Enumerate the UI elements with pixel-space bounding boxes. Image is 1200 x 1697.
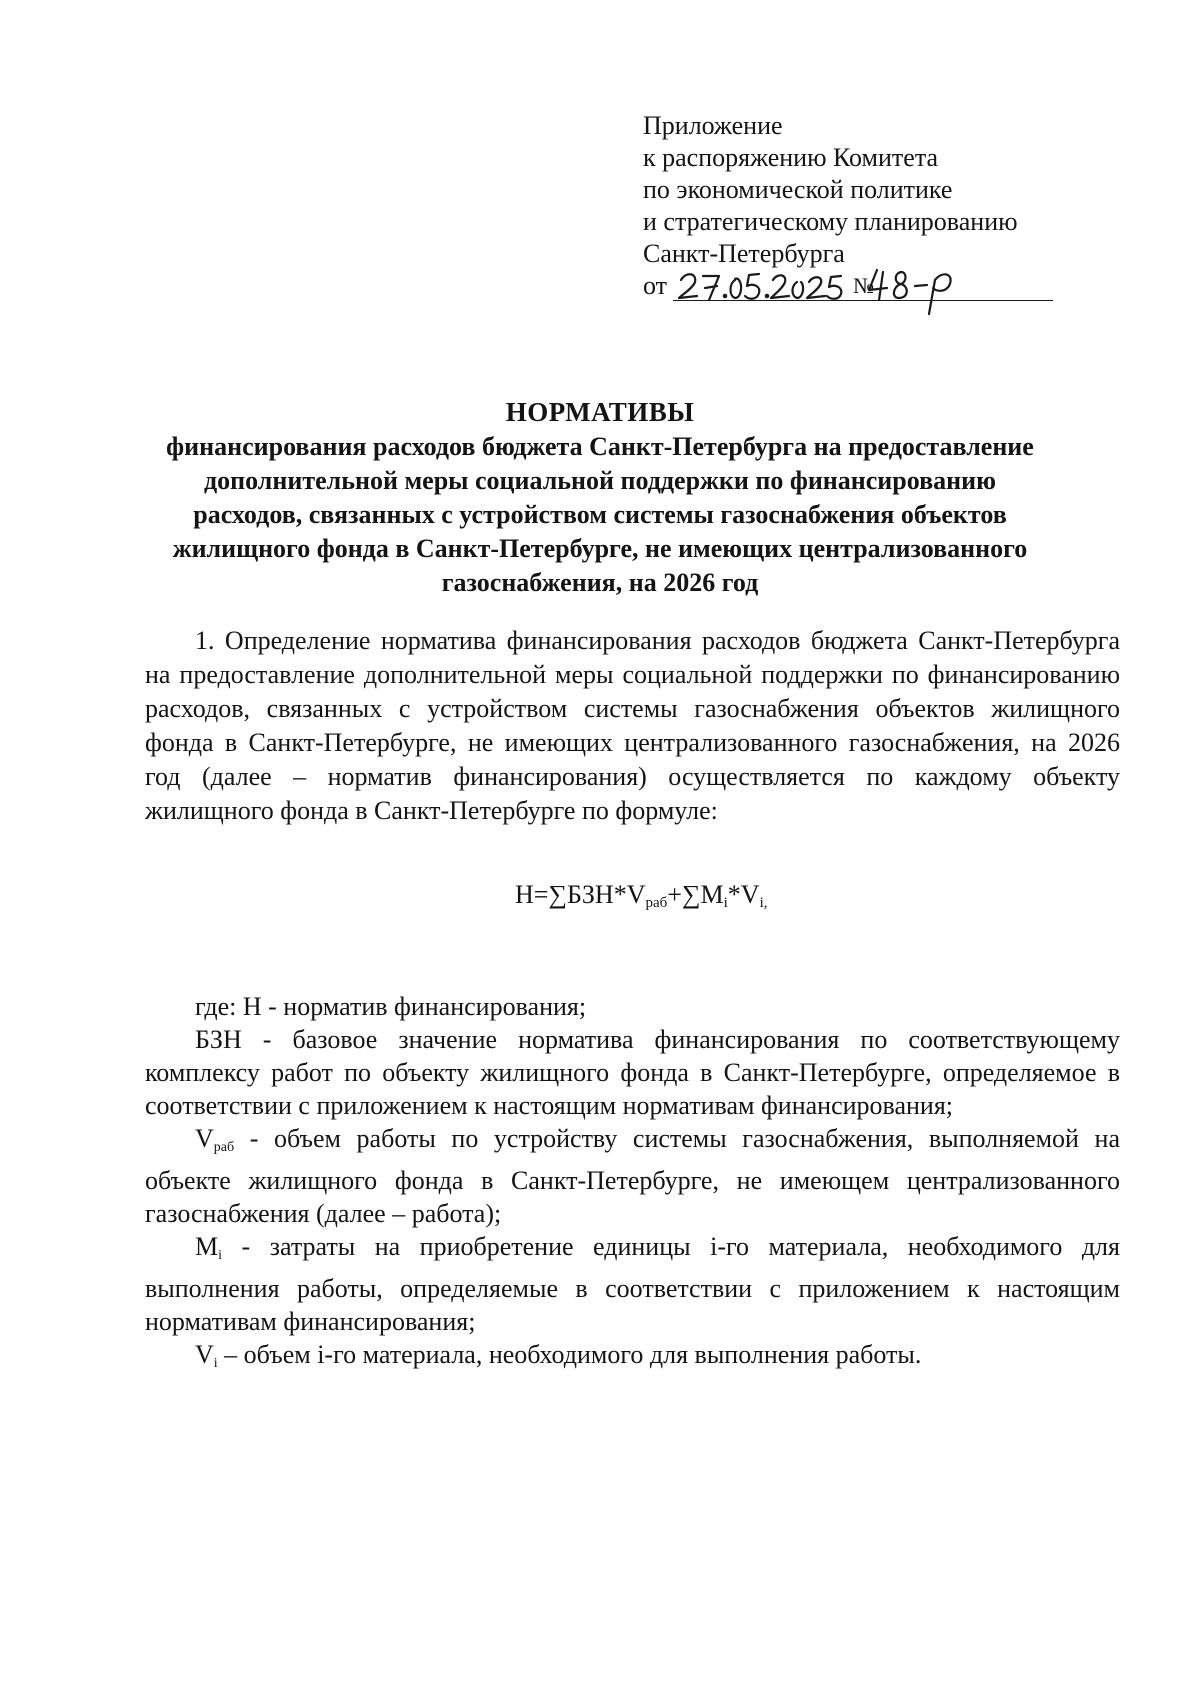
from-label: от (643, 271, 668, 300)
symbol: V (195, 1124, 214, 1153)
appendix-line: Санкт-Петербурга (643, 239, 845, 268)
formula-part: Н=∑БЗН*V (515, 880, 646, 909)
date-number-line (643, 270, 1063, 310)
definition-text: - объем работы по устройству системы газоснабжения, выполняемой на объекте жилищного фонда в Санкт-Петербурге, не имеющем централизованного газоснабжения (далее – работа); (145, 1124, 1120, 1228)
appendix-header (643, 110, 1063, 310)
subtitle-line: расходов, связанных с устройством системы газоснабжения объектов (193, 500, 1007, 529)
subtitle-line: газоснабжения, на 2026 год (441, 568, 759, 597)
formula-subscript: i (723, 895, 728, 911)
symbol: V (195, 1340, 214, 1369)
definition-text: – объем i-го материала, необходимого для выполнения работы. (217, 1340, 922, 1369)
paragraph-1 (145, 624, 1120, 828)
number-mark: № (853, 273, 874, 298)
symbol-subscript: i (218, 1248, 223, 1263)
appendix-line: по экономической политике (643, 175, 953, 204)
definition-vrab (145, 1122, 1120, 1230)
definition-bzn: БЗН - базовое значение норматива финансирования по соответствующему комплексу работ по объекту жилищного фонда в Санкт-Петербурге, определяемое в соответствии с приложением к настоящим нормативам финансирования; (145, 1025, 1120, 1120)
appendix-line: к распоряжению Комитета (643, 143, 939, 172)
subtitle-line: дополнительной меры социальной поддержки по финансированию (204, 466, 996, 495)
main-title: НОРМАТИВЫ (505, 397, 695, 427)
formula-subscript: раб (645, 895, 668, 911)
subtitle-line: финансирования расходов бюджета Санкт-Петербурга на предоставление (166, 432, 1034, 461)
symbol-subscript: раб (213, 1140, 235, 1155)
document-title (130, 395, 1070, 600)
appendix-line: Приложение (643, 111, 783, 140)
paragraph-text: 1. Определение норматива финансирования расходов бюджета Санкт-Петербурга на предоставление дополнительной меры социальной поддержки по финансированию расходов, связанных с устройством системы газоснабжения объектов жилищного фонда в Санкт-Петербурге, не имеющих централизованного газоснабжения, на 2026 год (далее – норматив финансирования) осуществляется по каждому объекту жилищного фонда в Санкт-Петербурге по формуле: (145, 626, 1120, 825)
definitions (145, 990, 1120, 1380)
definition-vi (145, 1338, 1120, 1380)
handwritten-date-number (673, 256, 1053, 316)
formula-part: *V (727, 880, 760, 909)
subtitle-line: жилищного фонда в Санкт-Петербурге, не имеющих централизованного (172, 534, 1028, 563)
formula (515, 880, 767, 912)
symbol: M (195, 1232, 219, 1261)
definition-text: - затраты на приобретение единицы i-го материала, необходимого для выполнения работы, определяемые в соответствии с приложением к настоящим нормативам финансирования; (145, 1232, 1120, 1336)
formula-subscript: i, (759, 895, 768, 911)
symbol-subscript: i (213, 1356, 218, 1371)
definition-where: где: Н - норматив финансирования; (195, 992, 587, 1021)
appendix-line: и стратегическому планированию (643, 207, 1018, 236)
definition-mi (145, 1230, 1120, 1338)
formula-part: +∑M (667, 880, 724, 909)
